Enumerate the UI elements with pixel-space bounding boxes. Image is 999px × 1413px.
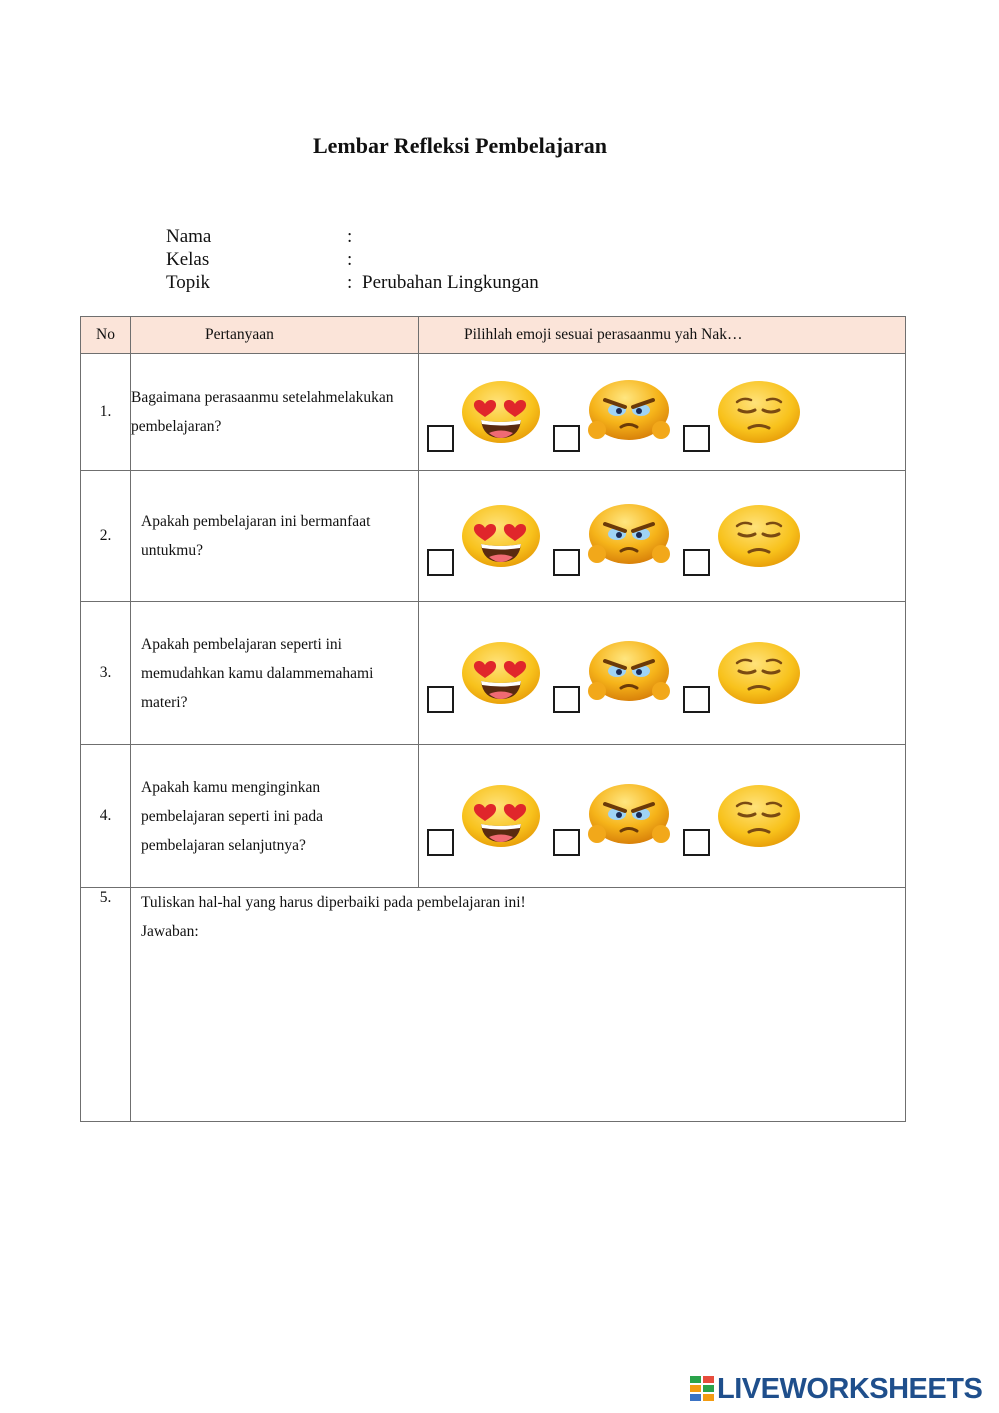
angry-emoji-icon[interactable] (587, 784, 667, 848)
header-question: Pertanyaan (131, 317, 419, 354)
question-text: Bagaimana perasaanmu setelahmelakukan pembelajaran? (131, 354, 419, 471)
info-colon: : (347, 249, 353, 270)
heart-eyes-emoji-icon[interactable] (461, 380, 541, 444)
table-row (81, 471, 906, 602)
answer-label: Jawaban: (141, 923, 199, 940)
info-colon: : (347, 272, 353, 293)
angry-emoji-icon[interactable] (587, 504, 667, 568)
emoji-choice-cell (419, 602, 906, 745)
angry-emoji-icon[interactable] (587, 380, 667, 444)
angry-emoji-icon[interactable] (587, 641, 667, 705)
choice-checkbox[interactable] (427, 829, 454, 856)
choice-checkbox[interactable] (553, 686, 580, 713)
header-emoji: Pilihlah emoji sesuai perasaanmu yah Nak… (419, 317, 906, 354)
row-number: 2. (81, 471, 131, 602)
emoji-choice-group (427, 388, 817, 452)
choice-checkbox[interactable] (427, 425, 454, 452)
emoji-choice-group (427, 792, 817, 856)
choice-checkbox[interactable] (683, 549, 710, 576)
info-label: Topik (166, 272, 211, 293)
info-label: Nama (166, 226, 212, 247)
page-title: Lembar Refleksi Pembelajaran (312, 133, 608, 158)
row-number: 5. (81, 888, 131, 1122)
emoji-choice-cell (419, 471, 906, 602)
info-label: Kelas (166, 249, 210, 270)
emoji-choice-group (427, 512, 817, 576)
liveworksheets-blocks-icon (690, 1376, 714, 1402)
choice-checkbox[interactable] (683, 425, 710, 452)
emoji-choice-group (427, 649, 817, 713)
info-colon: : (347, 226, 353, 247)
heart-eyes-emoji-icon[interactable] (461, 641, 541, 705)
heart-eyes-emoji-icon[interactable] (461, 784, 541, 848)
choice-checkbox[interactable] (427, 686, 454, 713)
open-question-cell[interactable] (131, 888, 906, 1122)
pensive-emoji-icon[interactable] (717, 504, 797, 568)
choice-checkbox[interactable] (553, 549, 580, 576)
row-number: 3. (81, 602, 131, 745)
reflection-table (80, 316, 906, 1122)
choice-checkbox[interactable] (683, 829, 710, 856)
choice-checkbox[interactable] (553, 829, 580, 856)
row-number: 1. (81, 354, 131, 471)
choice-checkbox[interactable] (427, 549, 454, 576)
table-row (81, 354, 906, 471)
liveworksheets-logo (690, 1374, 982, 1404)
open-question-prompt: Tuliskan hal-hal yang harus diperbaiki pada pembelajaran ini! (141, 894, 526, 911)
logo-text: LIVEWORKSHEETS (717, 1372, 983, 1405)
topic-value: Perubahan Lingkungan (362, 272, 539, 293)
table-row (81, 745, 906, 888)
emoji-choice-cell (419, 745, 906, 888)
question-text: Apakah pembelajaran seperti ini memudahkan kamu dalammemahami materi? (131, 602, 419, 745)
header-no: No (81, 317, 131, 354)
table-row (81, 602, 906, 745)
table-header-row (81, 317, 906, 354)
question-text: Apakah pembelajaran ini bermanfaat untukmu? (131, 471, 419, 602)
row-number: 4. (81, 745, 131, 888)
pensive-emoji-icon[interactable] (717, 380, 797, 444)
question-text: Apakah kamu menginginkan pembelajaran seperti ini pada pembelajaran selanjutnya? (131, 745, 419, 888)
pensive-emoji-icon[interactable] (717, 784, 797, 848)
emoji-choice-cell (419, 354, 906, 471)
table-row-open-question (81, 888, 906, 1122)
pensive-emoji-icon[interactable] (717, 641, 797, 705)
choice-checkbox[interactable] (683, 686, 710, 713)
choice-checkbox[interactable] (553, 425, 580, 452)
heart-eyes-emoji-icon[interactable] (461, 504, 541, 568)
